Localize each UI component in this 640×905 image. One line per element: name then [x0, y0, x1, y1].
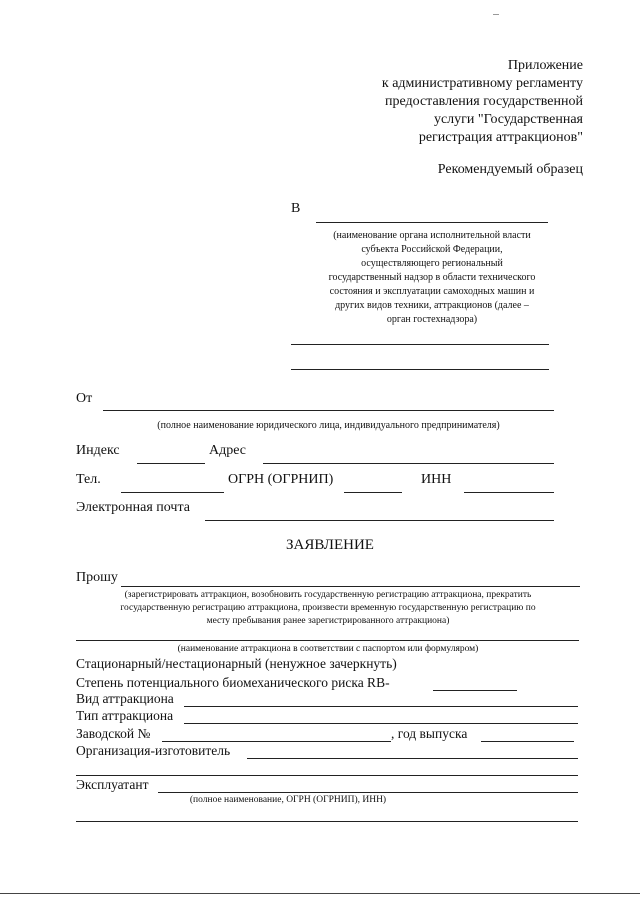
recipient-note-line: государственный надзор в области технического — [328, 272, 536, 283]
recipient-prefix: В — [291, 201, 301, 216]
sample-label: Рекомендуемый образец — [437, 162, 583, 177]
header-line-4: услуги "Государственная — [433, 112, 583, 127]
recipient-field-line[interactable] — [316, 222, 548, 223]
header-line-3: предоставления государственной — [384, 94, 583, 109]
header-line-1: Приложение — [507, 58, 583, 73]
recipient-note-line: (наименование органа исполнительной власти — [333, 230, 531, 241]
email-label: Электронная почта — [76, 500, 190, 515]
operator-note: (полное наименование, ОГРН (ОГРНИП), ИНН) — [189, 795, 387, 805]
year-field-line[interactable] — [481, 741, 574, 742]
header-line-5: регистрация аттракционов" — [418, 130, 583, 145]
from-note: (полное наименование юридического лица, индивидуального предпринимателя) — [157, 420, 500, 431]
email-field-line[interactable] — [205, 520, 554, 521]
index-label: Индекс — [76, 443, 120, 458]
attraction-name-line[interactable] — [76, 640, 579, 641]
recipient-note-line: орган гостехнадзора) — [386, 314, 478, 325]
kind-label: Вид аттракциона — [76, 691, 174, 706]
index-field-line[interactable] — [137, 463, 205, 464]
attraction-name-note: (наименование аттракциона в соответствии с паспортом или формуляром) — [177, 644, 479, 654]
address-label: Адрес — [209, 443, 247, 458]
request-note-line: государственную регистрацию аттракциона, произвести временную государственную регистрацию по — [120, 603, 536, 613]
year-label: , год выпуска — [391, 726, 468, 741]
serial-label: Заводской № — [76, 726, 151, 741]
request-note-line: (зарегистрировать аттракцион, возобновить государственную регистрацию аттракциона, прекратить — [124, 590, 532, 600]
recipient-extra-line-1[interactable] — [291, 344, 549, 345]
recipient-extra-line-2[interactable] — [291, 369, 549, 370]
request-note-line: месту пребывания ранее зарегистрированного аттракциона) — [206, 616, 450, 626]
phone-label: Тел. — [76, 472, 101, 487]
scan-edge-line — [0, 893, 640, 894]
inn-label: ИНН — [421, 472, 452, 487]
from-field-line[interactable] — [103, 410, 554, 411]
manufacturer-extra-line[interactable] — [76, 775, 578, 776]
recipient-note-line: субъекта Российской Федерации, — [361, 244, 503, 255]
type-label: Тип аттракциона — [76, 708, 174, 723]
manufacturer-field-line[interactable] — [247, 758, 578, 759]
manufacturer-label: Организация-изготовитель — [76, 743, 231, 758]
address-field-line[interactable] — [263, 463, 554, 464]
ogrn-label: ОГРН (ОГРНИП) — [228, 472, 334, 487]
header-line-2: к административному регламенту — [381, 76, 583, 91]
from-label: От — [76, 391, 93, 406]
scan-speck — [493, 14, 499, 15]
recipient-note-line: осуществляющего региональный — [361, 258, 503, 269]
risk-label: Степень потенциального биомеханического риска RB- — [76, 675, 390, 690]
inn-field-line[interactable] — [464, 492, 554, 493]
risk-field-line[interactable] — [433, 690, 517, 691]
phone-field-line[interactable] — [121, 492, 224, 493]
recipient-note-line: других видов техники, аттракционов (далее – — [335, 300, 529, 311]
document-title: ЗАЯВЛЕНИЕ — [286, 537, 374, 553]
request-label: Прошу — [76, 570, 118, 585]
kind-field-line[interactable] — [184, 706, 578, 707]
type-field-line[interactable] — [184, 723, 578, 724]
ogrn-field-line[interactable] — [344, 492, 402, 493]
recipient-note-line: состояния и эксплуатации самоходных машин и — [329, 286, 535, 297]
stationary-label: Стационарный/нестационарный (ненужное зачеркнуть) — [76, 656, 397, 671]
operator-extra-line[interactable] — [76, 821, 578, 822]
request-field-line[interactable] — [121, 586, 580, 587]
operator-label: Эксплуатант — [76, 777, 149, 792]
serial-field-line[interactable] — [162, 741, 391, 742]
